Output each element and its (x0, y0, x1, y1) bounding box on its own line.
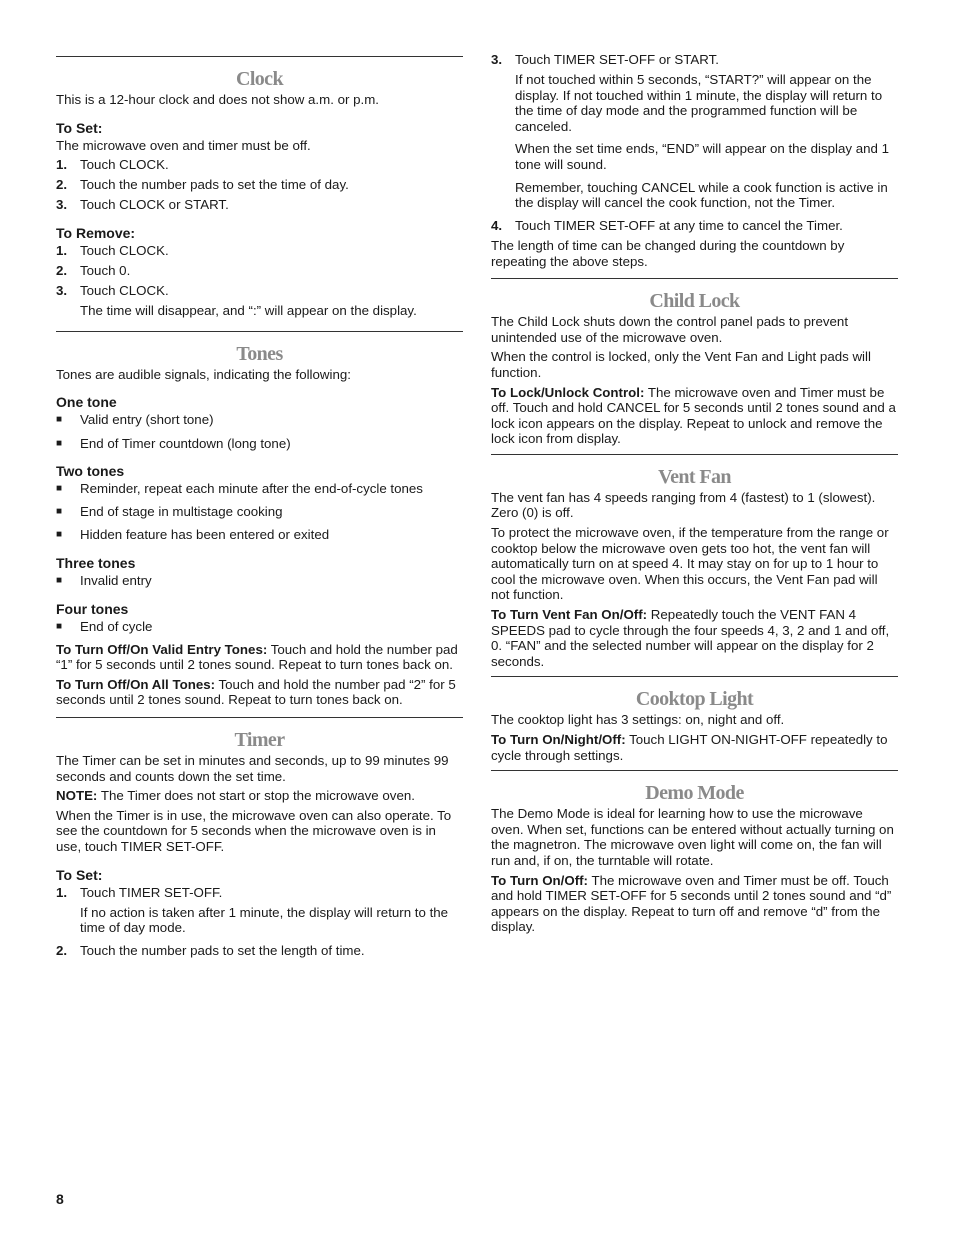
section-divider (491, 770, 898, 771)
clock-set-heading: To Set: (56, 119, 103, 136)
list-item: 3. Touch CLOCK or START. (56, 197, 229, 213)
vent-fan-p1: The vent fan has 4 speeds ranging from 4 (fastest) to 1 (slowest). Zero (0) is off. (491, 489, 876, 521)
child-lock-heading: Child Lock (649, 290, 740, 313)
all-tones-instruction: To Turn Off/On All Tones: Touch and hold the number pad “2” for 5 seconds until 2 tones sound. Repeat to turn tones back on. (56, 676, 456, 708)
timer-set-heading: To Set: (56, 866, 103, 883)
timer-note: NOTE: The Timer does not start or stop the microwave oven. (56, 788, 415, 804)
timer-intro: The Timer can be set in minutes and seconds, up to 99 minutes 99 seconds and counts down the set time. (56, 752, 449, 784)
section-divider (491, 676, 898, 677)
child-lock-p2: When the control is locked, only the Vent Fan and Light pads will function. (491, 349, 871, 380)
list-item: 3. Touch TIMER SET-OFF or START. (491, 52, 719, 67)
demo-mode-heading: Demo Mode (645, 782, 744, 805)
timer-step3-note: When the set time ends, “END” will appear on the display and 1 tone will sound. (515, 141, 889, 173)
clock-intro: This is a 12-hour clock and does not show a.m. or p.m. (56, 92, 379, 107)
list-item: ■ Reminder, repeat each minute after the end-of-cycle tones (56, 481, 423, 497)
bullet-icon: ■ (56, 437, 63, 449)
cooktop-light-heading: Cooktop Light (635, 688, 754, 711)
cooktop-light-instruction: To Turn On/Night/Off: Touch LIGHT ON-NIGHT-OFF repeatedly to cycle through settings. (491, 732, 888, 763)
list-item: ■ Valid entry (short tone) (56, 412, 214, 428)
child-lock-p1: The Child Lock shuts down the control panel pads to prevent unintended use of the microwave oven. (491, 314, 849, 345)
section-divider (56, 717, 463, 718)
section-divider (491, 454, 898, 455)
list-item: ■ End of cycle (56, 618, 153, 634)
timer-step3-note: If not touched within 5 seconds, “START?” will appear on the display. If not touched within 1 minute, the display will return to the time of day mode and the programmed function will be canceled. (515, 72, 883, 134)
bullet-icon: ■ (56, 506, 63, 518)
one-tone-heading: One tone (56, 394, 117, 411)
page-number: 8 (56, 1191, 64, 1207)
vent-fan-p2: To protect the microwave oven, if the temperature from the range or cooktop below the microwave oven gets too hot, the vent fan will automatically turn on at speed 4. It may stay on for up to 1 hour to cool the microwave oven. When this occurs, the Vent Fan pad will not function. (491, 525, 889, 603)
list-item: ■ Hidden feature has been entered or exited (56, 527, 330, 543)
list-item: ■ End of stage in multistage cooking (56, 504, 283, 520)
tones-intro: Tones are audible signals, indicating the following: (56, 366, 351, 382)
clock-remove-heading: To Remove: (56, 224, 136, 241)
three-tones-heading: Three tones (56, 554, 136, 571)
tones-heading: Tones (236, 342, 283, 365)
four-tones-heading: Four tones (56, 600, 129, 617)
bullet-icon: ■ (56, 414, 63, 426)
list-item: 1. Touch TIMER SET-OFF. (56, 884, 223, 900)
timer-outro: The length of time can be changed during the countdown by repeating the above steps. (491, 237, 845, 269)
timer-in-use: When the Timer is in use, the microwave oven can also operate. To see the countdown for 5 seconds when the microwave oven is in use, touch TIMER SET-OFF. (56, 807, 452, 854)
bullet-icon: ■ (56, 483, 63, 495)
bullet-icon: ■ (56, 529, 63, 541)
bullet-icon: ■ (56, 620, 63, 632)
vent-fan-instruction: To Turn Vent Fan On/Off: Repeatedly touch the VENT FAN 4 SPEEDS pad to cycle through the four speeds 4, 3, 2 and 1 and off, 0. “FAN” and the selected number will appear on the display for 2 seconds. (491, 607, 890, 669)
list-item: 2. Touch the number pads to set the length of time. (56, 942, 365, 958)
list-item: 1. Touch CLOCK. (56, 242, 169, 258)
right-column (491, 52, 898, 939)
child-lock-instruction: To Lock/Unlock Control: The microwave oven and Timer must be off. Touch and hold CANCEL for 5 seconds until 2 tones sound and a lock icon appears on the display. Repeat to unlock and remove the lock icon from display. (491, 384, 896, 447)
list-item: 4. Touch TIMER SET-OFF at any time to cancel the Timer. (491, 217, 843, 233)
list-item: 2. Touch the number pads to set the time of day. (56, 177, 349, 193)
list-item: 3. Touch CLOCK. (56, 283, 169, 299)
section-divider (56, 56, 463, 57)
timer-step3-note: Remember, touching CANCEL while a cook function is active in the display will cancel the cook function, not the Timer. (515, 179, 888, 211)
list-item: ■ End of Timer countdown (long tone) (56, 435, 291, 451)
cooktop-light-p1: The cooktop light has 3 settings: on, night and off. (491, 712, 785, 728)
valid-tones-instruction: To Turn Off/On Valid Entry Tones: Touch and hold the number pad “1” for 5 seconds until 2 tones sound. Repeat to turn tones back on. (56, 641, 458, 673)
section-divider (491, 278, 898, 279)
clock-heading: Clock (235, 68, 283, 90)
clock-remove-note: The time will disappear, and “:” will appear on the display. (80, 303, 417, 319)
vent-fan-heading: Vent Fan (658, 465, 731, 488)
timer-step1-note: If no action is taken after 1 minute, the display will return to the time of day mode. (80, 904, 449, 936)
demo-mode-p1: The Demo Mode is ideal for learning how to use the microwave oven. When set, functions can be entered without actually turning on the magnetron. The microwave oven light will come on, the fan will run and, if on, the turntable will rotate. (491, 806, 894, 868)
two-tones-heading: Two tones (56, 463, 125, 480)
bullet-icon: ■ (56, 574, 63, 586)
timer-heading: Timer (234, 728, 285, 751)
section-divider (56, 331, 463, 332)
list-item: ■ Invalid entry (56, 572, 152, 588)
list-item: 2. Touch 0. (56, 263, 131, 279)
list-item: 1. Touch CLOCK. (56, 157, 169, 173)
left-column (56, 56, 463, 963)
clock-set-intro: The microwave oven and timer must be off. (56, 137, 311, 153)
demo-mode-instruction: To Turn On/Off: The microwave oven and Timer must be off. Touch and hold TIMER SET-OFF for 5 seconds until 2 tones sound and “d” appears on the display. Repeat to turn off and remove “d” from the display. (491, 872, 892, 935)
